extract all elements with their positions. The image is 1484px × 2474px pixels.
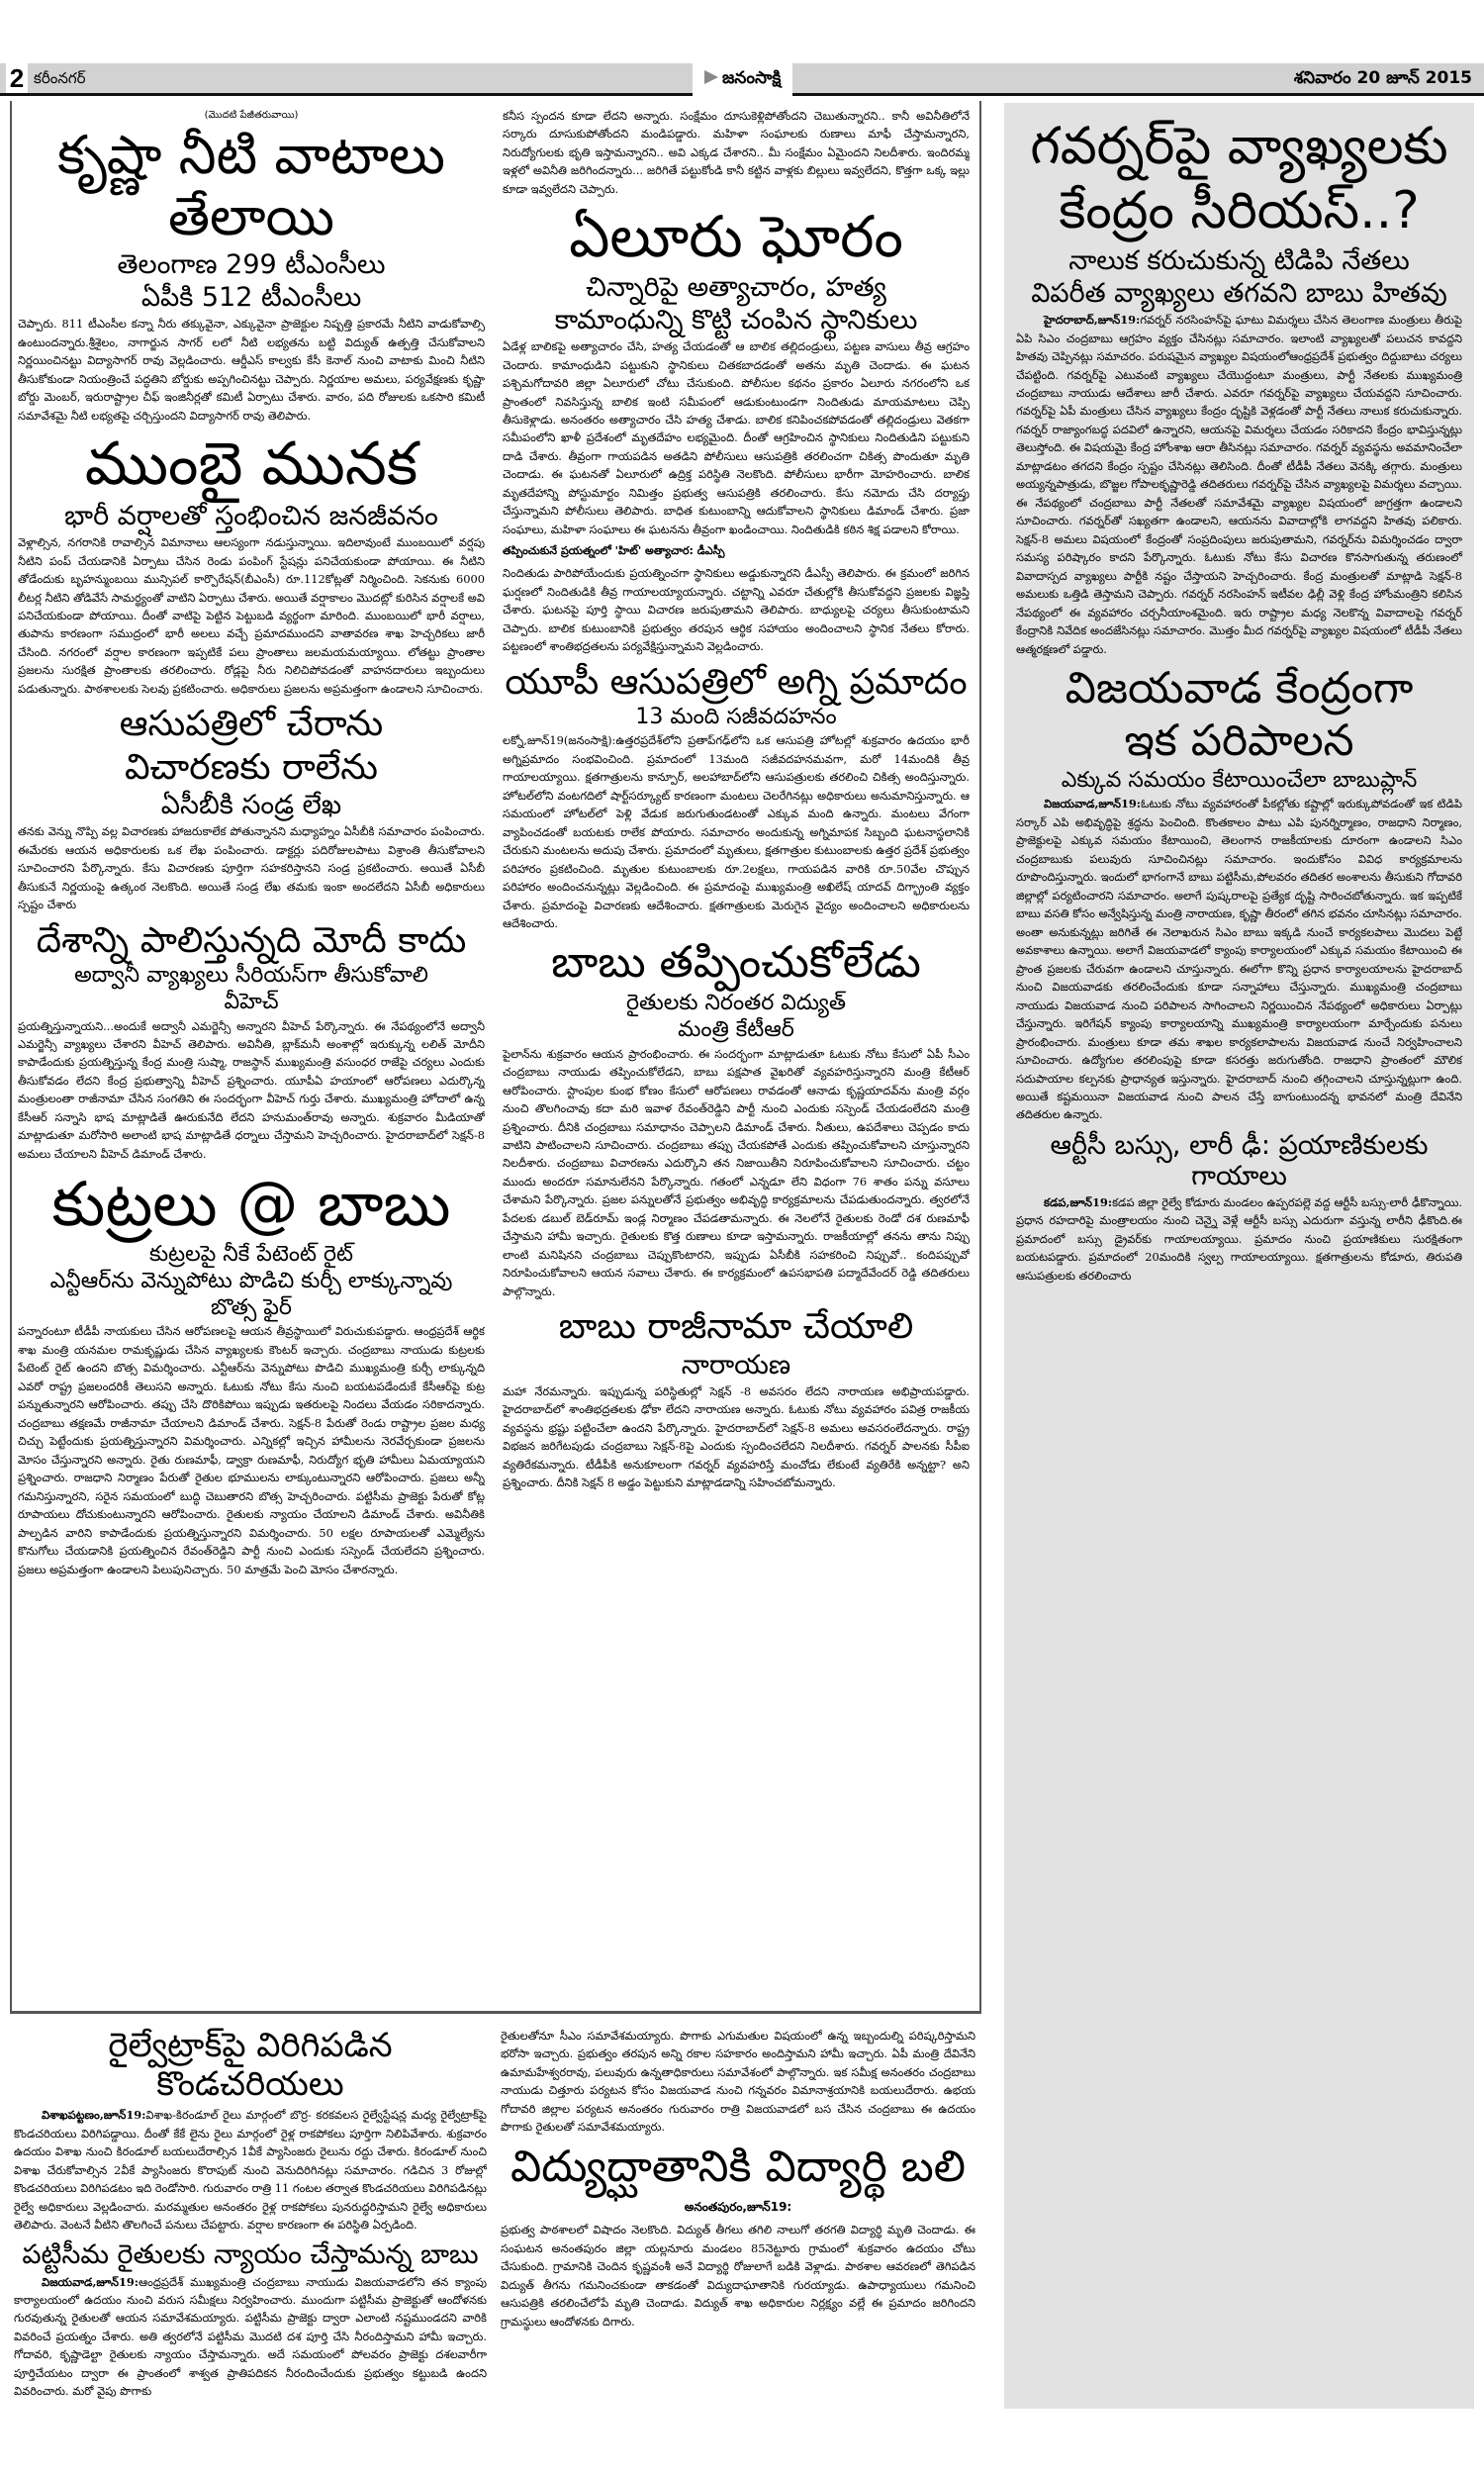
dateline: అనంతపురం,జూన్19: [684, 2200, 792, 2215]
headline: కుట్రలు @ బాబు [51, 1168, 451, 1241]
article-body: విశాఖపట్టణం,జూన్19:విశాఖ-కిరండూల్ రైలు మార్గంలో బొర్ర- కరకవలస రైల్వేస్టేషన్ల మధ్య రైల్వేట్రాక్‌పై కొండచరియలు విరిగిపడ్డాయి. దీంతో కేకే లైను రైలు మార్గంలో రైళ్ల రాకపోకలు పూర్తిగా నిలిపివేశారు. శుక్రవారం ఉదయం విశాఖ నుంచి కిరండూల్ బయలుదేరాల్సిన 1వీకే ప్యాసింజరు రైలును రద్దు చేశారు. కిరండూల్ నుంచి విశాఖ చేరుకోవాల్సిన 2వీకే ప్యాసింజరు కొరాపుట్ నుంచి వెనుదిరిగినట్లు సమాచారం. గడిచిన 3 రోజుల్లో కొండచరియలు విరిగిపడటం ఇది రెండోసారి. గురువారం రాత్రి 11 గంటల తర్వాత కొండచరియలు విరిగిపడినట్లు రైల్వే అధికారులు వెల్లడించారు. మరమ్మతుల అనంతరం రైళ్ల రాకపోకలు పునరుద్ధరిస్తామని రైల్వే అధికారులు తెలిపారు. వెంటనే వీటిని తొలగించే పనులు చేపట్టారు. వర్షాల కారణంగా ఈ పరిస్థితి ఏర్పడింది. [14, 2108, 487, 2232]
subheadline: ఎన్టీఆర్‌ను వెన్నుపోటు పొడిచి కుర్చీ లాక్కున్నావు [49, 1268, 453, 1293]
article-body: నిందితుడు పారిపోయేందుకు ప్రయత్నించగా స్థానికులు అడ్డుకున్నారని డీఎస్పీ తెలిపారు. ఈ క్రమంలో జరిగిన ఘర్షణలో నిందితుడికి తీవ్ర గాయాలయ్యాయన్నారు. చట్టాన్ని ఎవరూ చేతుల్లోకి తీసుకోవద్దని ప్రజలకు విజ్ఞప్తి చేశారు. ఘటనపై పూర్తి స్థాయి విచారణ జరుపుతామని తెలిపారు. బాధ్యులపై చర్యలు తీసుకుంటామని చెప్పారు. బాలిక కుటుంబానికి ప్రభుత్వం తరపున ఆర్థిక సహాయం అందించాలని స్థానిక నేతలు కోరారు. పట్టణంలో శాంతిభద్రతలను పర్యవేక్షిస్తున్నామని వెల్లడించారు. [503, 566, 970, 654]
dateline: విజయవాడ,జూన్19: [1044, 797, 1142, 811]
subheadline: అద్వానీ వ్యాఖ్యలు సీరియస్‌గా తీసుకోవాలి [74, 962, 428, 988]
page-number: 2 [6, 63, 28, 93]
left-column [18, 105, 485, 2005]
headline: పట్టిసీమ రైతులకు న్యాయం చేస్తామన్న బాబు [22, 2239, 479, 2271]
page-masthead [0, 63, 1484, 96]
headline: విచారణకు రాలేను [124, 746, 379, 788]
headline: గవర్నర్‌పై వ్యాఖ్యలకు కేంద్రం సీరియస్..? [1030, 117, 1448, 240]
headline: రైల్వేట్రాక్‌పై విరిగిపడిన కొండచరియలు [108, 2026, 393, 2105]
article-pattiseema [14, 2239, 487, 2400]
article-up-fire [503, 662, 970, 933]
article-body: వెళ్లాల్సిన, నగరానికి రావాల్సిన విమానాలు ఆలస్యంగా నడుస్తున్నాయి. ఇదిలావుంటే ముంబయిలో వర్షపు నీటిని పంప్ చేయడానికి ఏర్పాటు చేసిన రెండు పంపింగ్ స్టేషన్లు పనిచేయకుండా పోయాయి. ఈ నీటిని తోడేందుకు బృహన్ముంబయి మున్సిపల్ కార్పొరేషన్(బీఎంసీ) రూ.112కోట్లతో నిర్మించింది. సెకనుకు 6000 లీటర్ల నీటిని తోడివేసే సామర్థ్యంతో వాటిని ఏర్పాటు చేశారు. అయితే వర్షాకాలం మొదట్లో కురిసిన వర్షాలకే అవి పనిచేయకుండా పోయాయి. దీంతో వాటిపై పెట్టిన పెట్టుబడి వ్యర్థంగా మారింది. ముంబయిలో భారీ వర్షాలు, తుపాను కారణంగా సముద్రంలో భారీ అలలు వచ్చే ప్రమాదముందని వాతావరణ శాఖ హెచ్చరికలు జారీ చేసింది. నగరంలో వర్షాల కారణంగా ఇప్పటికే పలు ప్రాంతాలు జలమయమయ్యాయి. లోతట్టు ప్రాంతాల ప్రజలను సురక్షిత ప్రాంతాలకు తరలించారు. రోడ్లపై నీరు నిలిచిపోవడంతో వాహనదారులు ఇబ్బందులు పడుతున్నారు. పాఠశాలలకు సెలవు ప్రకటించారు. అధికారులు ప్రజలను అప్రమత్తంగా ఉండాలని సూచించారు. [18, 535, 485, 696]
article-rtc-accident [1016, 1130, 1462, 1285]
edition-name: కరీంనగర్ [34, 69, 86, 87]
subheadline: మంత్రి కేటీఆర్ [678, 1017, 794, 1043]
logo-text: జనంసాక్షి [722, 68, 782, 88]
subheadline: 13 మంది సజీవదహనం [635, 705, 837, 730]
article-krishna-water [18, 125, 485, 425]
continued-kicker: (మొదటి పేజీతరువాయి) [204, 110, 299, 121]
headline: బాబు తప్పించుకోలేడు [551, 937, 921, 989]
article-eluru [503, 204, 970, 655]
section-kicker: తప్పించుకునే ప్రయత్నంలో 'హిట్' అత్యాచార: డీఎస్పీ [503, 544, 725, 558]
article-narayana [503, 1306, 970, 1491]
article-body: హైదరాబాద్,జూన్19:గవర్నర్ నరసింహన్‌పై ఘాటు విమర్శలు చేసిన తెలంగాణ మంత్రులు తీరుపై ఏపి సిఎం చంద్రబాబు ఆగ్రహం వ్యక్తం చేసినట్లు సమాచారం. ఇలాంటి వ్యాఖ్యలతో పలుచన కావద్దని హితవు చెప్పినట్లు సమాచరం. పరుషమైన వ్యాఖ్యల విషయంలోఆంధ్రప్రదేశ్ ప్రభుత్వం దిద్దుబాటు చర్యలు చేపట్టింది. గవర్నర్‌పై ఎటువంటి వ్యాఖ్యలు చేయొద్దంటూ మంత్రులు, పార్టీ నేతలకు ముఖ్యమంత్రి చంద్రబాబు నాయుడు ఆదేశాలు జారీ చేశారు. ఎవరూ గవర్నర్‌పై వ్యాఖ్యలు చేయవద్దని సూచించారు. గవర్నర్‌పై ఏపీ మంత్రులు చేసిన వ్యాఖ్యలు కేంద్రం దృష్టికి వెళ్లడంతో పార్టీ నేతలు నాలుక కరుచుకున్నారు. గవర్నర్ రాజ్యాంగబద్ధ పదవిలో ఉన్నారని, ఆయనపై విమర్శలు చేయడం సరికాదని కేంద్రం భావిస్తున్నట్లు తెలుస్తోంది. ఈ విషయమై కేంద్ర హోంశాఖ ఆరా తీసినట్లు సమాచారం. గవర్నర్ వ్యవస్థను అవమానించేలా మాట్లాడటం తగదని కేంద్రం స్పష్టం చేసినట్లు తెలిసింది. దీంతో టీడీపీ నేతలు వెనక్కి తగ్గారు. మంత్రులు అయ్యన్నపాత్రుడు, బొజ్జల గోపాలకృష్ణారెడ్డి తదితరులు గవర్నర్‌పై చేసిన వ్యాఖ్యలపై విమర్శలు వచ్చాయి. ఈ నేపథ్యంలో చంద్రబాబు పార్టీ నేతలతో సమావేశమై వ్యాఖ్యల విషయంలో జాగ్రత్తగా ఉండాలని సూచించారు. గవర్నర్‌తో సఖ్యతగా ఉండాలని, ఆయనను వివాదాల్లోకి లాగవద్దని హితవు పలికారు. సెక్షన్-8 అమలు విషయంలో కేంద్రంతో సంప్రదింపులు జరుపుతామని, గవర్నర్‌ను విమర్శించడం ద్వారా సమస్య పరిష్కారం కాదని పేర్కొన్నారు. ఓటుకు నోటు కేసు విచారణ కొనసాగుతున్న తరుణంలో వివాదాస్పద వ్యాఖ్యలు పార్టీకి నష్టం చేస్తాయని హెచ్చరించారు. కేంద్ర మంత్రులతో మాట్లాడి సెక్షన్-8 అమలుకు ఒత్తిడి తెస్తామని చెప్పారు. గవర్నర్ నరసింహన్ ఇటీవల ఢిల్లీ వెళ్లి కేంద్ర హోంమంత్రిని కలిసిన నేపథ్యంలో ఈ వ్యవహారం చర్చనీయాంశమైంది. ఇరు రాష్ట్రాల మధ్య నెలకొన్న వివాదాలపై గవర్నర్ కేంద్రానికి నివేదిక అందజేసినట్లు సమాచారం. మొత్తం మీద గవర్నర్‌పై వ్యాఖ్యల విషయంలో టీడీపీ నేతలు ఆత్మరక్షణలో పడ్డారు. [1016, 313, 1462, 656]
subheadline: కుట్రలపై నీకే పేటెంట్ రైట్ [148, 1241, 354, 1267]
right-column [1004, 103, 1474, 2409]
article-body: విజయవాడ,జూన్19:ఆంధ్రప్రదేశ్ ముఖ్యమంత్రి చంద్రబాబు నాయుడు విజయవాడలోని తన క్యాంపు కార్యాలయంలో ఉదయం నుంచి వరుస సమీక్షలు నిర్వహించారు. ముందుగా పట్టిసీమ ప్రాజెక్టుతో ఆందోళనకు గురవుతున్న రైతులతో ఆయన సమావేశమయ్యారు. పట్టిసీమ ప్రాజెక్టు ద్వారా ఎలాంటి నష్టముండదని వారికి వివరించే ప్రయత్నం చేశారు. అతి త్వరలోనే పట్టిసీమ మొదటి దశ పూర్తి చేసి నీరందిస్తామని హామీ ఇచ్చారు. గోదావరి, కృష్ణాడెల్టా రైతులకు న్యాయం చేస్తామన్నారు. అదే సమయంలో పోలవరం ప్రాజెక్టు దశలవారీగా పూర్తిచేయటం ద్వారా ఈ ప్రాంతంలో శాశ్వత ప్రాతిపదికన నీరందించేందుకు ప్రభుత్వం కట్టుబడి ఉందని వివరించారు. మరో వైపు పొగాకు [14, 2274, 487, 2399]
headline: ఆర్టీసీ బస్సు, లారీ ఢీ: ప్రయాణికులకు గాయాలు [1050, 1129, 1429, 1191]
article-body: ఏడేళ్ల బాలికపై అత్యాచారం చేసి, హత్య చేయడంతో ఆ బాలిక తల్లిదండ్రులు, పట్టణ వాసులు తీవ్ర ఆగ్రహం చెందారు. కామాంధుడిని పట్టుకుని స్థానికులు చితకబాదడంతో అతను మృతి చెందాడు. ఈ ఘటన పశ్చిమగోదావరి జిల్లా ఏలూరులో చోటు చేసుకుంది. పోలీసుల కథనం ప్రకారం ఏలూరు నగరంలోని ఒక ప్రాంతంలో నివసిస్తున్న బాలిక ఇంటి సమీపంలో ఆడుకుంటుండగా నిందితుడు మాయమాటలు చెప్పి తీసుకెళ్లాడు. అనంతరం అత్యాచారం చేసి హత్య చేశాడు. బాలిక కనిపించకపోవడంతో తల్లిదండ్రులు వెతకగా సమీపంలోని ఖాళీ ప్రదేశంలో మృతదేహం లభ్యమైంది. దీంతో ఆగ్రహించిన స్థానికులు నిందితుడిని పట్టుకుని దాడి చేశారు. తీవ్రంగా గాయపడిన అతడిని పోలీసులు ఆసుపత్రికి తరలించగా చికిత్స పొందుతూ మృతి చెందాడు. ఈ ఘటనతో ఏలూరులో ఉద్రిక్త పరిస్థితి నెలకొంది. పోలీసులు భారీగా మోహరించారు. బాలిక మృతదేహాన్ని పోస్టుమార్టం నిమిత్తం ప్రభుత్వ ఆసుపత్రికి తరలించారు. కేసు నమోదు చేసి దర్యాప్తు చేస్తున్నామని పోలీసులు తెలిపారు. బాధిత కుటుంబాన్ని ఆదుకోవాలని స్థానికులు డిమాండ్ చేశారు. ప్రజా సంఘాలు, మహిళా సంఘాలు ఈ ఘటనను తీవ్రంగా ఖండించాయి. నిందితుడికి కఠిన శిక్ష పడాలని కోరాయి. [503, 339, 970, 536]
article-babu-conspiracies [18, 1169, 485, 1578]
article-body: మహా నేరమన్నారు. ఇప్పుడున్న పరిస్థితుల్లో సెక్షన్ -8 అవసరం లేదని నారాయణ అభిప్రాయపడ్డారు. హైదరాబాద్‌లో శాంతిభద్రతలకు ఢోకా లేదని నారాయణ అన్నారు. ఓటుకు నోటు వ్యవహారం పవిత్ర రాజకీయ వ్యవస్థను భ్రష్టు పట్టించేలా ఉందని పేర్కొన్నారు. హైదరాబాద్‌లో సెక్షన్-8 అమలు అవసరంలేదన్నారు. రాష్ట్ర విభజన జరిగేటపుడు చంద్రబాబు సెక్షన్-8పై ఎందుకు స్పందించలేదని నిలదీశారు. గవర్నర్ పాలనకు సీపీఐ వ్యతిరేకమన్నారు. టీడీపీకి అనుకూలంగా గవర్నర్ వ్యవహరిస్తే మంచోడు లేకుంటే వ్యతిరేకి అన్నట్టా? అని ప్రశ్నించారు. దీనికి సెక్షన్ 8 అడ్డం పెట్టుకుని మాట్లాడడాన్ని సహించబోమన్నారు. [503, 1383, 970, 1489]
headline: విద్యుద్ఘాతానికి విద్యార్థి బలి [510, 2141, 967, 2192]
subheadline: నాలుక కరుచుకున్న టిడిపి నేతలు [1068, 245, 1410, 276]
logo-arrow-icon [704, 70, 718, 84]
subheadline: తెలంగాణ 299 టీఎంసీలు [117, 249, 386, 281]
headline: ముంబై మునక [84, 429, 418, 500]
article-continuation: కనీస స్పందన కూడా లేదని అన్నారు. సంక్షేమం దూసుకెళ్లిపోతోందని చెబుతున్నారని.. కానీ అవినీతిలోనే సర్కారు దూసుకుపోతోందని మండిపడ్డారు. మహిళా సంఘాలకు రుణాలు మాఫీ చేస్తామన్నారని, నిరుద్యోగులకు భృతి ఇస్తామన్నారని.. అవి ఎక్కడ చేశారని.. మీ సంక్షేమం ఏమైందని నిలదీశారు. ఇందిరమ్మ ఇళ్లలో అవినీతి జరిగిందన్నారు... జరిగితే పట్టుకోండి కానీ కట్టిన వాళ్లకు బిల్లులు ఇవ్వలేదని, కొత్తగా ఒక్క ఇల్లు కూడా ఇవ్వలేదని చెప్పారు. [503, 109, 970, 196]
article-railway-landslide [14, 2027, 487, 2234]
article-acb-letter [18, 704, 485, 913]
bottom-middle-column [501, 2025, 975, 2411]
article-vijayawada-admin [1016, 664, 1462, 1124]
middle-column [503, 105, 970, 2005]
article-body: పన్నారంటూ టీడీపీ నాయకులు చేసిన ఆరోపణలపై ఆయన తీవ్రస్థాయిలో విరుచుకుపడ్డారు. ఆంధ్రప్రదేశ్ ఆర్థిక శాఖ మంత్రి యనమల రామకృష్ణుడు చేసిన వ్యాఖ్యలకు కౌంటర్ ఇచ్చారు. చంద్రబాబు నాయుడు కుట్రలకు పేటెంట్ రైట్ ఉందని బొత్స విమర్శించారు. ఎన్టీఆర్‌ను వెన్నుపోటు పొడిచి ముఖ్యమంత్రి కుర్చీ లాక్కున్నది ఎవరో రాష్ట్ర ప్రజలందరికీ తెలుసని అన్నారు. ఓటుకు నోటు కేసు నుంచి బయటపడేందుకే కేసీఆర్‌పై కుట్ర పన్నుతున్నారని ఆరోపించారు. తప్పు చేసి దొరికిపోయి ఇప్పుడు ఇతరులపై నిందలు వేయడం సరికాదన్నారు. చంద్రబాబు తక్షణమే రాజీనామా చేయాలని డిమాండ్ చేశారు. సెక్షన్-8 పేరుతో రెండు రాష్ట్రాల ప్రజల మధ్య చిచ్చు పెట్టేందుకు ప్రయత్నిస్తున్నారని విమర్శించారు. ఎన్నికల్లో ఇచ్చిన హామీలను నెరవేర్చకుండా ప్రజలను మోసం చేస్తున్నారని అన్నారు. రైతు రుణమాఫీ, డ్వాక్రా రుణమాఫీ, నిరుద్యోగ భృతి హామీలు ఏమయ్యాయని ప్రశ్నించారు. రాజధాని నిర్మాణం పేరుతో రైతుల భూములను లాక్కుంటున్నారని ఆరోపించారు. ప్రజలు అన్నీ గమనిస్తున్నారని, సరైన సమయంలో బుద్ధి చెబుతారని బొత్స హెచ్చరించారు. పట్టిసీమ ప్రాజెక్టు పేరుతో కోట్ల రూపాయలు దోచుకుంటున్నారని ఆరోపించారు. రైతులకు న్యాయం చేయాలని డిమాండ్ చేశారు. అవినీతికి పాల్పడిన వారిని కాపాడేందుకు ప్రయత్నిస్తున్నారని విమర్శించారు. 50 లక్షల రూపాయలతో ఎమ్మెల్యేను కొనుగోలు చేయడానికి ప్రయత్నించిన రేవంత్‌రెడ్డిని పార్టీ నుంచి ఎందుకు సస్పెండ్ చేయలేదని ప్రశ్నించారు. ప్రజలు అప్రమత్తంగా ఉండాలని పిలుపునిచ్చారు. 50 మాత్రమే పెంచి మోసం చేశారన్నారు. [18, 1324, 485, 1576]
bottom-left-column [14, 2025, 487, 2411]
article-mumbai-rain [18, 430, 485, 698]
article-ktr [503, 938, 970, 1300]
subheadline: ఏసీబీకి సండ్ర లేఖ [160, 790, 342, 821]
headline: కృష్ణా నీటి వాటాలు తేలాయి [57, 124, 445, 248]
headline: ఇక పరిపాలన [1124, 714, 1354, 766]
headline: యూపీ ఆసుపత్రిలో అగ్ని ప్రమాదం [505, 661, 968, 703]
subheadline: కామాంధున్ని కొట్టి చంపిన స్థానికులు [554, 305, 918, 336]
dateline: విజయవాడ,జూన్19: [42, 2274, 139, 2289]
subheadline: రైతులకు నిరంతర విద్యుత్ [626, 991, 846, 1016]
article-body: లక్నో,జూన్19(జనంసాక్షి):ఉత్తరప్రదేశ్‌లోని ప్రతాప్‌గఢ్‌లోని ఒక ఆసుపత్రి హోటల్లో శుక్రవారం ఉదయం భారీ అగ్నిప్రమాదం సంభవించింది. ప్రమాదంలో 13మంది సజీవదహనమవగా, మరో 14మందికి తీవ్ర గాయాలయ్యాయి. క్షతగాత్రులను కాన్పూర్, అలహాబాద్‌లోని ఆసుపత్రులకు తరలించి చికిత్స అందిస్తున్నారు. హోటల్‌లోని వంటగదిలో షార్ట్‌సర్క్యూట్ కారణంగా మంటలు చెలరేగినట్లు అధికారులు అనుమానిస్తున్నారు. ఆ సమయంలో హోటల్‌లో పెళ్లి వేడుక జరుగుతుండటంతో ఎక్కువ మంది ఉన్నారు. మంటలు వేగంగా వ్యాపించడంతో బయటకు రాలేక పోయారు. సమాచారం అందుకున్న అగ్నిమాపక సిబ్బంది ఘటనాస్థలానికి చేరుకుని మంటలను అదుపు చేశారు. ప్రమాదంలో మృతులు, క్షతగాత్రుల కుటుంబాలకు ఉత్తర ప్రదేశ్ ప్రభుత్వం పరిహారం ప్రకటించింది. మృతుల కుటుంబాలకు రూ.2లక్షలు, గాయపడిన వారికి రూ.50వేల చొప్పున పరిహారం అందించనున్నట్లు వెల్లడించింది. ఈ ప్రమాదంపై ముఖ్యమంత్రి అఖిలేష్ యాదవ్ దిగ్భ్రాంతి వ్యక్తం చేశారు. ప్రమాదంపై విచారణకు ఆదేశించారు. క్షతగాత్రులకు మెరుగైన వైద్యం అందించాలని అధికారులను ఆదేశించారు. [503, 733, 970, 930]
article-body: ప్రభుత్వ పాఠశాలలో విషాదం నెలకొంది. విద్యుత్ తీగలు తగిలి నాలుగో తరగతి విద్యార్థి మృతి చెందాడు. ఈ సంఘటన అనంతపురం జిల్లా యల్లనూరు మండలం 85నెట్టూరు గ్రామంలో శుక్రవారం ఉదయం చోటు చేసుకుంది. గ్రామానికి చెందిన కృష్ణవంశీ అనే విద్యార్థి రోజులాగే బడికి వెళ్లాడు. పాఠశాల ఆవరణలో తెగిపడిన విద్యుత్ తీగను గమనించకుండా తాకడంతో విద్యుదాఘాతానికి గురయ్యాడు. ఉపాధ్యాయులు గమనించి ఆసుపత్రికి తరలించేలోపే మృతి చెందాడు. విద్యుత్ శాఖ అధికారుల నిర్లక్ష్యం వల్లే ఈ ప్రమాదం జరిగిందని గ్రామస్థులు ఆందోళనకు దిగారు. [501, 2223, 975, 2329]
article-body: ప్రయత్నిస్తున్నాయని...అందుకే అద్వానీ ఎమర్జెన్సీ అన్నారని వీహెచ్ పేర్కొన్నారు. ఈ నేపథ్యంలోనే అద్వానీ ఎమర్జెన్సీ వ్యాఖ్యలు చేశారని వీహెచ్ తెలిపారు. అవినీతి, బ్లాక్‌మనీ అంశాల్లో ఇరుక్కున్న లలిత్ మోదీని కాపాడేందుకు ప్రయత్నిస్తున్న కేంద్ర మంత్రి సుష్మా, రాజస్థాన్ ముఖ్యమంత్రి వసుంధర రాజేపై చర్యలు ఎందుకు తీసుకోవడం లేదని కేంద్ర ప్రభుత్వాన్ని వీహెచ్ ప్రశ్నించారు. యూపీఏ హయాంలో ఆరోపణలు ఎదుర్కొన్న మంత్రులంతా రాజీనామా చేసిన సంగతిని ఈ సందర్భంగా వీహెచ్ గుర్తు చేశారు. ముఖ్యమంత్రి హోదాలో ఉన్న కేసీఆర్ సన్నాసి భాష మాట్లాడితే ఊరుకునేది లేదని హనుమంత్‌రావు అన్నారు. శుక్రవారం మీడియాతో మాట్లాడుతూ మరోసారి అలాంటి భాష మాట్లాడితే ధర్నాలు చేస్తామని హెచ్చరించారు. హైదరాబాద్‌లో సెక్షన్-8 అమలు చేయాలని వీహెచ్ డిమాండ్ చేశారు. [18, 1018, 485, 1161]
subheadline: ఎక్కువ సమయం కేటాయించేలా బాబుప్లాన్ [1061, 768, 1418, 794]
dateline: కడప,జూన్19: [1044, 1195, 1113, 1210]
subheadline: భారీ వర్షాలతో స్తంభించిన జనజీవనం [64, 501, 438, 532]
byline: వీహెచ్ [224, 990, 279, 1015]
article-body: తనకు వెన్ను నొప్పి వల్ల విచారణకు హాజరుకాలేక పోతున్నానని మధ్యాహ్నం ఏసీబీకి సమాచారం పంపించారు. ఈమేరకు ఆయన అధికారులకు ఒక లేఖ పంపించారు. డాక్టర్లు పదిరోజులపాటు విశ్రాంతి తీసుకోవాలని సూచించారని పేర్కొన్నారు. కేసు విచారణకు పూర్తిగా సహకరిస్తానని సండ్ర ప్రకటించారు. అయితే ఏసీబీ తీసుకునే నిర్ణయంపై ఉత్కంఠ నెలకొంది. అయితే సండ్ర లేఖ తమకు ఇంకా అందలేదని ఏసీబీ అధికారులు స్పష్టం చేశారు [18, 824, 485, 912]
article-body: విజయవాడ,జూన్19:ఓటుకు నోటు వ్యవహారంతో పీకల్లోతు కష్టాల్లో ఇరుక్కుపోవడంతో ఇక టిడిపి సర్కార్ ఎపి అభివృద్ధిపై శ్రద్ధను పెంచింది. కొంతకాలం పాటు ఎపి పునర్నిర్మాణం, రాజధాని నిర్మాణం, ప్రాజెక్టులపై ఎక్కువ సమయం కేటాయించి, తెలంగాన రాజకీయాలకు దూరంగా ఉండాలని సిఎం చంద్రబాబుకు పలువురు సూచించినట్లు సమాచారం. ఇందుకోసం వివిధ కార్యక్రమాలను రూపొందిస్తున్నారు. ఇందులో భాగంగానే బాబు పట్టిసీమ,పోలవరం తదితర అంశాలను తీసుకుని గోదావరి జిల్లాల్లో పర్యటించారని సమాచారం. అలాగే పుష్కరాలపై ప్రత్యేక దృష్టి సారించబోతున్నారు. ఇక ఇప్పటికే బాబు వసతి కోసం అన్వేషిస్తున్న మంత్రి నారాయణ, కృష్ణా తీరంలో తగిన భవనం చూసినట్లు సమాచారం. అంతా అనుకున్నట్లు జరిగితే ఈ నెలాఖరున సిఎం బాబు ఇక్కడి నుంచే కార్యకలపాలు మొదలు పెట్టే అవకాశాలు ఉన్నాయి. అలాగే విజయవాడలో క్యాంపు కార్యాలయంలో ఎక్కువ సమయం కేటాయించి ఈ ప్రాంత ప్రజలకు చేరువగా ఉండాలని చూస్తున్నారు. ఈలోగా కొన్ని ప్రధాన కార్యాలయాలను హైదరాబాద్ నుంచి విజయవాడకు తరలించేందుకు కూడా సన్నాహాలు చేస్తున్నారు. ముఖ్యమంత్రి చంద్రబాబు నాయుడు విజయవాడ నుంచి పరిపాలన సాగించాలని నిర్ణయించిన నేపథ్యంలో అధికారులు ఏర్పాట్లు చేస్తున్నారు. ఇరిగేషన్ క్యాంపు కార్యాలయాన్ని ముఖ్యమంత్రి కార్యాలయంగా మార్చేందుకు పనులు ప్రారంభించారు. మంత్రులు కూడా తమ శాఖల కార్యకలాపాలను విజయవాడ నుంచే నిర్వహించాలని సూచించారు. ఉద్యోగుల తరలింపుపై కూడా కసరత్తు జరుగుతోంది. రాజధాని ప్రాంతంలో మౌలిక సదుపాయాల కల్పనకు ప్రాధాన్యత ఇస్తున్నారు. హైదరాబాద్ నుంచి తగ్గించాలని చూస్తున్నట్లుగా ఉంది. అయితే కష్టమయినా విజయవాడ నుంచి పాలన చేస్తే బాగుంటుందన్న భావనలో మంత్రి దేవినేని తదితరుల ఉన్నారు. [1016, 797, 1462, 1122]
article-body: చెప్పారు. 811 టీఎంసీల కన్నా నీరు తక్కువైనా, ఎక్కువైనా ప్రాజెక్టుల నిష్పత్తి ప్రకారమే నీటిని వాడుకోవాల్సి ఉంటుందన్నారు.శ్రీశైలం, నాగార్జున సాగర్ లలో నీటి లభ్యతను బట్టి విద్యుత్ ఉత్పత్తి చేసుకోవాలని నిర్ణయించినట్టు విద్యాసాగర్ రావు వెల్లడించారు. ఆర్డీఎస్ కాల్వకు కేసీ కెనాల్ నుంచి వాటాకు మించి నీటిని తీసుకోకుండా నియంత్రించే పద్ధతిని బోర్డుకు అప్పగించినట్టు చెప్పారు. నిర్ణయాల అమలు, పర్యవేక్షణకు కృష్ణా బోర్డు మెంబర్, ఇరురాష్ట్రాల చీఫ్ ఇంజినీర్లతో కమిటీ ఏర్పాటు చేశారు. వారం, పది రోజులకు ఒకసారి కమిటీ సమావేశమై నీటి లభ్యతపై చర్చిస్తుందని విద్యాసాగర్ రావు తెలిపారు. [18, 317, 485, 423]
dateline: విశాఖపట్టణం,జూన్19: [42, 2108, 146, 2123]
dateline: హైదరాబాద్,జూన్19: [1044, 313, 1141, 328]
article-electrocution [501, 2142, 975, 2331]
byline: బొత్స ఫైర్ [211, 1295, 292, 1321]
subheadline: ఏపీకి 512 టీఎంసీలు [140, 282, 362, 314]
headline: దేశాన్ని పాలిస్తున్నది మోదీ కాదు [36, 919, 467, 961]
newspaper-logo [693, 59, 792, 97]
article-governor [1016, 103, 1462, 658]
issue-date: శనివారం 20 జూన్ 2015 [1293, 68, 1472, 88]
article-modi-advani [18, 920, 485, 1164]
headline: ఆసుపత్రిలో చేరాను [119, 704, 384, 745]
subheadline: విపరీత వ్యాఖ్యలు తగవని బాబు హితవు [1031, 278, 1447, 310]
article-body: కడప,జూన్19:కడప జిల్లా రైల్వే కోడూరు మండలం ఉప్పరపల్లె వద్ద ఆర్టీసీ బస్సు-లారీ ఢీకొన్నాయి. ప్రధాన రహదారిపై మంత్రాలయం నుంచి చెన్నై వెళ్లే ఆర్టీసీ బస్సు ఎదురుగా వస్తున్న లారీని ఢీకొంది.ఈ ప్రమాదంలో బస్సు డ్రైవర్‌కు గాయాలయ్యాయి. ప్రమాదం నుంచి ప్రయాణికులు సురక్షితంగా బయటపడ్డారు. ప్రమాదంలో 20మందికి స్వల్ప గాయాలయ్యాయి. క్షతగాత్రులను కోడూరు, తిరుపతి ఆసుపత్రులకు తరలించారు [1016, 1195, 1462, 1283]
article-body: పైలాన్‌ను శుక్రవారం ఆయన ప్రారంభించారు. ఈ సందర్భంగా మాట్లాడుతూ ఓటుకు నోటు కేసులో ఏపీ సీఎం చంద్రబాబు నాయుడు తప్పించుకోలేడని, బాబు పక్షపాత వైఖరితో వ్యవహరిస్తున్నారని మంత్రి కేటీఆర్ ఆరోపించారు. స్టాంపుల కుంభ కోణం కేసులో ఆరోపణలు రావడంతో ఆనాడు కృష్ణయాదవ్‌ను మంత్రి వర్గం నుంచి తొలగించావు కదా మరి ఇవాళ రేవంత్‌రెడ్డిని పార్టీ నుంచి ఎందుకు సస్పెండ్ చేయడంలేదని మంత్రి ప్రశ్నించారు. దీనికి చంద్రబాబు సమాధానం చెప్పాలని డిమాండ్ చేశారు. నీతులు, ఉపదేశాలు చెప్పడం కాదు వాటిని పాటించాలని సూచించారు. చంద్రబాబు తప్పు చేయకపోతే ఎందుకు తప్పించుకోవాలని చూస్తున్నారని నిలదీశారు. చంద్రబాబు విచారణను ఎదుర్కొని తన నిజాయితీని నిరూపించుకోవాలని సూచించారు. చట్టం ముందు అందరూ సమానులేనని పేర్కొన్నారు. గతంలో ఎన్నడూ లేని విధంగా 76 శాతం పన్ను వసూలు చేశామని పేర్కొన్నారు. ప్రజల పన్నులతోనే ప్రభుత్వం అభివృద్ధి కార్యక్రమాలను చేపడుతుందన్నారు. త్వరలోనే పేదలకు డబుల్ బెడ్‌రూమ్ ఇండ్ల నిర్మాణం చేపడతామన్నారు. ఈ నెలలోనే రైతులకు రెండో దశ రుణమాఫీ చేస్తామని హామీ ఇచ్చారు. రైతులకు కొత్త రుణాలు కూడా ఇస్తామన్నారు. రాజకీయాల్లో తనను తాను నిప్పు లాంటి మనిషినని చంద్రబాబు చెప్పుకొంటారని, ఇప్పుడు ఏసీబీకి సహకరించి నిప్పువో.. కందిపప్పువో నిరూపించుకోవాలని ఆయన సవాలు చేశారు. ఈ కార్యక్రమంలో ఉపసభాపతి పద్మాదేవేందర్ రెడ్డి తదితరులు పాల్గొన్నారు. [503, 1046, 970, 1298]
subheadline: నారాయణ [681, 1349, 791, 1380]
headline: ఏలూరు ఘోరం [569, 203, 903, 271]
headline: విజయవాడ కేంద్రంగా [1065, 663, 1414, 714]
article-continuation: రైతులతోనూ సీఎం సమావేశమయ్యారు. పొగాకు ఎగుమతుల విషయంలో ఉన్న ఇబ్బందుల్ని పరిష్కరిస్తామని భరోసా ఇచ్చారు. ప్రభుత్వం తరపున అన్ని రకాల సహకారం అందిస్తామని హామీ ఇచ్చారు. ఏపీ మంత్రి దేవినేని ఉమామహేశ్వరరావు, పలువురు ఉన్నతాధికారులు సమావేశంలో పాల్గొన్నారు. ఇక సమీక్ష అనంతరం చంద్రబాబు నాయుడు చిత్తూరు పర్యటన కోసం విజయవాడ నుంచి గన్నవరం విమానాశ్రయానికి బయలుదేరారు. ఉభయ గోదావరి జిల్లాల పర్యటన అనంతరం గురువారం రాత్రి విజయవాడలో బస చేసిన చంద్రబాబు ఈ ఉదయం పొగాకు రైతులతో సమావేశమయ్యారు. [501, 2029, 975, 2135]
headline: బాబు రాజీనామా చేయాలి [558, 1306, 914, 1348]
subheadline: చిన్నారిపై అత్యాచారం, హత్య [586, 272, 886, 304]
